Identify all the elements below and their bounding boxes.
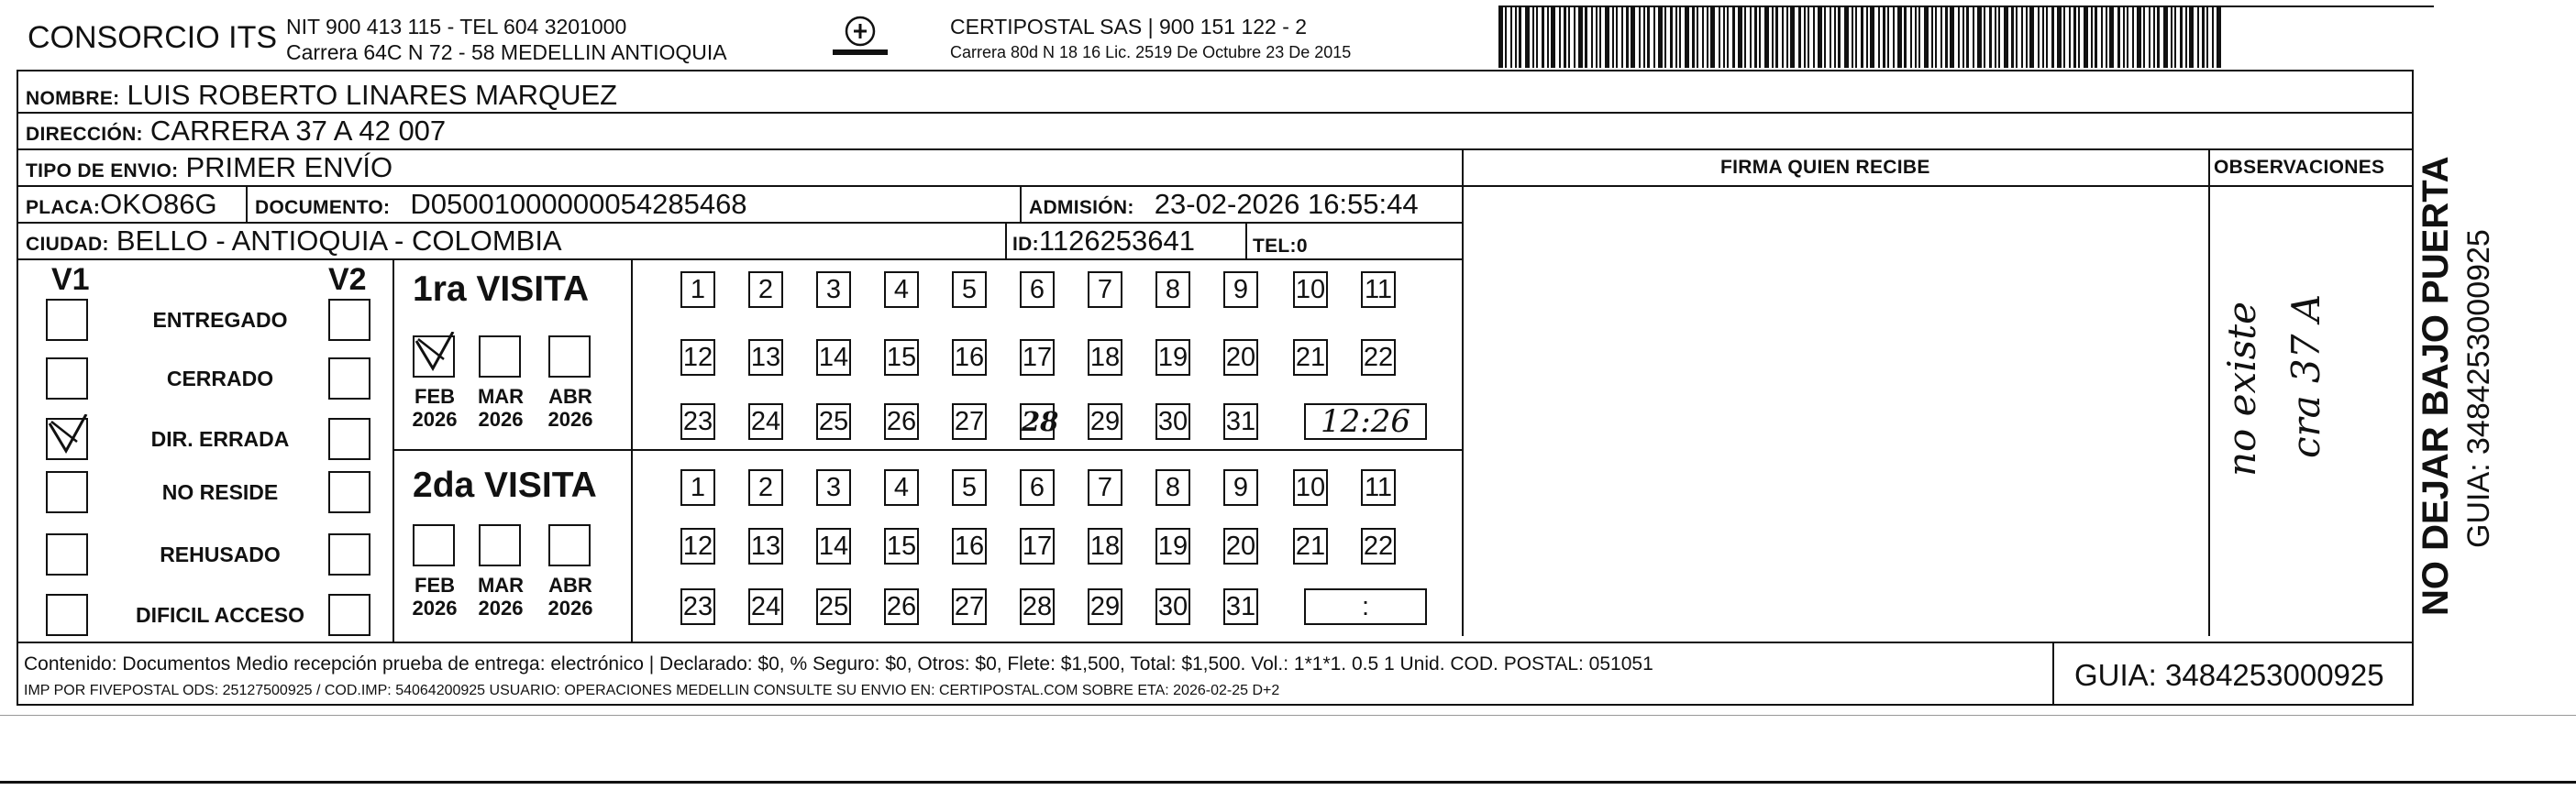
firma-label: FIRMA QUIEN RECIBE bbox=[1720, 157, 1930, 178]
visit2-month-checkbox[interactable] bbox=[413, 524, 455, 566]
visit1-day[interactable]: 25 bbox=[816, 403, 851, 440]
visit2-day[interactable]: 20 bbox=[1223, 528, 1258, 565]
id-row bbox=[1012, 226, 1195, 256]
tel-row bbox=[1253, 231, 1308, 258]
visit2-day[interactable]: 25 bbox=[816, 588, 851, 625]
documento-row bbox=[255, 190, 747, 219]
visit1-day[interactable]: 1 bbox=[680, 271, 715, 308]
admision-label: ADMISIÓN: bbox=[1029, 197, 1134, 218]
visit1-day[interactable]: 30 bbox=[1155, 403, 1190, 440]
side-guia: GUIA: 3484253000925 bbox=[2461, 229, 2496, 548]
visit1-day[interactable]: 28 bbox=[1020, 403, 1055, 440]
reason-label: CERRADO bbox=[166, 367, 274, 390]
visit2-day[interactable]: 3 bbox=[816, 469, 851, 506]
visit1-day[interactable]: 2 bbox=[748, 271, 783, 308]
visit1-month-label: FEB 2026 bbox=[412, 385, 458, 432]
visit1-day[interactable]: 26 bbox=[884, 403, 919, 440]
tipo-value: PRIMER ENVÍO bbox=[185, 151, 393, 183]
observation-handwritten-2: cra 37 A bbox=[2283, 293, 2328, 458]
visit2-day[interactable]: 16 bbox=[952, 528, 987, 565]
side-warning: NO DEJAR BAJO PUERTA bbox=[2416, 156, 2456, 616]
ciudad-label: CIUDAD: bbox=[26, 234, 109, 255]
reason-v1-checkbox[interactable] bbox=[46, 471, 88, 513]
visit2-day[interactable]: 21 bbox=[1293, 528, 1328, 565]
reason-v1-checkbox[interactable] bbox=[46, 533, 88, 576]
visit1-day[interactable]: 31 bbox=[1223, 403, 1258, 440]
visit2-day[interactable]: 7 bbox=[1088, 469, 1122, 506]
visit1-day[interactable]: 21 bbox=[1293, 339, 1328, 376]
reason-v2-checkbox[interactable] bbox=[328, 299, 370, 341]
visit2-day[interactable]: 30 bbox=[1155, 588, 1190, 625]
reason-v2-checkbox[interactable] bbox=[328, 418, 370, 460]
ciudad-row bbox=[26, 226, 562, 256]
visit1-month-checkbox[interactable] bbox=[479, 335, 521, 378]
ciudad-value: BELLO - ANTIOQUIA - COLOMBIA bbox=[116, 225, 562, 257]
id-label: ID: bbox=[1012, 234, 1039, 255]
barcode bbox=[1498, 7, 2223, 68]
visit1-day[interactable]: 29 bbox=[1088, 403, 1122, 440]
placa-label: PLACA: bbox=[26, 197, 101, 218]
reason-v2-checkbox[interactable] bbox=[328, 471, 370, 513]
company-address: Carrera 64C N 72 - 58 MEDELLIN ANTIOQUIA bbox=[286, 40, 727, 64]
nombre-label: NOMBRE: bbox=[26, 88, 120, 109]
visit2-day[interactable]: 19 bbox=[1155, 528, 1190, 565]
reason-label: DIR. ERRADA bbox=[150, 427, 290, 451]
visit2-month-label: MAR 2026 bbox=[477, 574, 525, 620]
visit1-time-box[interactable]: 12:26 bbox=[1304, 403, 1427, 440]
admision-value: 23-02-2026 16:55:44 bbox=[1154, 188, 1419, 220]
visit1-title: 1ra VISITA bbox=[413, 269, 590, 309]
tipo-row bbox=[26, 153, 392, 182]
visit1-day[interactable]: 18 bbox=[1088, 339, 1122, 376]
visit1-day[interactable]: 12 bbox=[680, 339, 715, 376]
visit1-day[interactable]: 11 bbox=[1361, 271, 1396, 308]
v1-label: V1 bbox=[51, 262, 90, 297]
reason-label: REHUSADO bbox=[160, 543, 281, 566]
visit2-month-checkbox[interactable] bbox=[548, 524, 591, 566]
visit1-day[interactable]: 24 bbox=[748, 403, 783, 440]
visit1-day[interactable]: 4 bbox=[884, 271, 919, 308]
tel-value: 0 bbox=[1296, 236, 1308, 257]
reason-v1-checkbox[interactable] bbox=[46, 299, 88, 341]
visit2-day[interactable]: 22 bbox=[1361, 528, 1396, 565]
visit2-day[interactable]: 2 bbox=[748, 469, 783, 506]
visit2-day[interactable]: 6 bbox=[1020, 469, 1055, 506]
visit2-day[interactable]: 10 bbox=[1293, 469, 1328, 506]
visit1-day[interactable]: 5 bbox=[952, 271, 987, 308]
certipostal-logo-icon bbox=[824, 13, 897, 64]
v2-label: V2 bbox=[328, 262, 367, 297]
visit1-month-label: ABR 2026 bbox=[547, 385, 593, 432]
visit1-day[interactable]: 27 bbox=[952, 403, 987, 440]
visit1-day[interactable]: 10 bbox=[1293, 271, 1328, 308]
direccion-value: CARRERA 37 A 42 007 bbox=[149, 115, 447, 147]
visit2-day[interactable]: 15 bbox=[884, 528, 919, 565]
visit2-day[interactable]: 4 bbox=[884, 469, 919, 506]
visit2-day[interactable]: 12 bbox=[680, 528, 715, 565]
reason-label: ENTREGADO bbox=[152, 308, 288, 332]
company-name: CONSORCIO ITS bbox=[28, 20, 278, 55]
admision-row bbox=[1029, 190, 1419, 219]
nombre-row bbox=[26, 81, 617, 110]
company-nit: NIT 900 413 115 - TEL 604 3201000 bbox=[286, 15, 627, 38]
direccion-row bbox=[26, 116, 446, 146]
visit2-month-label: FEB 2026 bbox=[412, 574, 458, 620]
tipo-label: TIPO DE ENVIO: bbox=[26, 160, 179, 181]
visit2-month-label: ABR 2026 bbox=[547, 574, 593, 620]
visit1-day[interactable]: 8 bbox=[1155, 271, 1190, 308]
reason-v2-checkbox[interactable] bbox=[328, 533, 370, 576]
reason-label: DIFICIL ACCESO bbox=[135, 603, 304, 627]
observation-handwritten-1: no existe bbox=[2219, 302, 2264, 477]
visit1-day[interactable]: 23 bbox=[680, 403, 715, 440]
placa-row bbox=[26, 190, 217, 219]
visit2-title: 2da VISITA bbox=[413, 466, 597, 505]
visit1-day[interactable]: 20 bbox=[1223, 339, 1258, 376]
footer-line1: Contenido: Documentos Medio recepción prueba de entrega: electrónico | Declarado: $0, % Seguro: $0, Otros: $0, Flete: $1,500, Total: $1,500. Vol.: 1*1*1. 0.5 1 Unid. COD. POSTAL: 051051 bbox=[24, 653, 1653, 675]
footer-line2: IMP POR FIVEPOSTAL ODS: 25127500925 / COD.IMP: 54064200925 USUARIO: OPERACIONES MEDELLIN CONSULTE SU ENVIO EN: CERTIPOSTAL.COM SOBRE ETA: 2026-02-25 D+2 bbox=[24, 683, 1280, 698]
visit1-month-checkbox[interactable] bbox=[413, 335, 455, 378]
visit2-day[interactable]: 9 bbox=[1223, 469, 1258, 506]
visit2-day[interactable]: 28 bbox=[1020, 588, 1055, 625]
visit2-day[interactable]: 11 bbox=[1361, 469, 1396, 506]
visit2-day[interactable]: 26 bbox=[884, 588, 919, 625]
visit1-day[interactable]: 9 bbox=[1223, 271, 1258, 308]
placa-value: OKO86G bbox=[100, 188, 217, 220]
visit2-day[interactable]: 31 bbox=[1223, 588, 1258, 625]
visit2-day[interactable]: 14 bbox=[816, 528, 851, 565]
visit1-day[interactable]: 17 bbox=[1020, 339, 1055, 376]
observaciones-label: OBSERVACIONES bbox=[2214, 157, 2385, 178]
id-value: 1126253641 bbox=[1038, 225, 1196, 257]
visit1-day[interactable]: 19 bbox=[1155, 339, 1190, 376]
visit1-day[interactable]: 22 bbox=[1361, 339, 1396, 376]
documento-label: DOCUMENTO: bbox=[255, 197, 391, 218]
visit2-day[interactable]: 17 bbox=[1020, 528, 1055, 565]
tel-label: TEL: bbox=[1253, 236, 1297, 257]
visit2-day[interactable]: 29 bbox=[1088, 588, 1122, 625]
visit2-day[interactable]: 23 bbox=[680, 588, 715, 625]
reason-v1-checkbox[interactable] bbox=[46, 357, 88, 400]
reason-v1-checkbox[interactable] bbox=[46, 594, 88, 636]
visit1-day[interactable]: 6 bbox=[1020, 271, 1055, 308]
visit2-day[interactable]: 5 bbox=[952, 469, 987, 506]
direccion-label: DIRECCIÓN: bbox=[26, 124, 143, 145]
visit2-day[interactable]: 18 bbox=[1088, 528, 1122, 565]
carrier-line1: CERTIPOSTAL SAS | 900 151 122 - 2 bbox=[950, 15, 1308, 38]
visit2-day[interactable]: 8 bbox=[1155, 469, 1190, 506]
visit1-day[interactable]: 15 bbox=[884, 339, 919, 376]
nombre-value: LUIS ROBERTO LINARES MARQUEZ bbox=[127, 79, 618, 111]
documento-value: D05001000000054285468 bbox=[410, 188, 747, 220]
visit2-day[interactable]: 1 bbox=[680, 469, 715, 506]
visit1-day[interactable]: 7 bbox=[1088, 271, 1122, 308]
footer-guia: GUIA: 3484253000925 bbox=[2074, 658, 2384, 692]
visit2-month-checkbox[interactable] bbox=[479, 524, 521, 566]
reason-label: NO RESIDE bbox=[161, 480, 279, 504]
visit1-month-checkbox[interactable] bbox=[548, 335, 591, 378]
reason-v2-checkbox[interactable] bbox=[328, 594, 370, 636]
visit2-day[interactable]: 24 bbox=[748, 588, 783, 625]
carrier-line2: Carrera 80d N 18 16 Lic. 2519 De Octubre 23 De 2015 bbox=[950, 43, 1352, 61]
visit2-day[interactable]: 13 bbox=[748, 528, 783, 565]
visit1-day[interactable]: 3 bbox=[816, 271, 851, 308]
visit2-time-box[interactable]: : bbox=[1304, 588, 1427, 625]
visit1-month-label: MAR 2026 bbox=[477, 385, 525, 432]
visit1-day[interactable]: 14 bbox=[816, 339, 851, 376]
visit1-day[interactable]: 16 bbox=[952, 339, 987, 376]
reason-v2-checkbox[interactable] bbox=[328, 357, 370, 400]
reason-v1-checkbox[interactable] bbox=[46, 418, 88, 460]
visit1-day[interactable]: 13 bbox=[748, 339, 783, 376]
visit2-day[interactable]: 27 bbox=[952, 588, 987, 625]
